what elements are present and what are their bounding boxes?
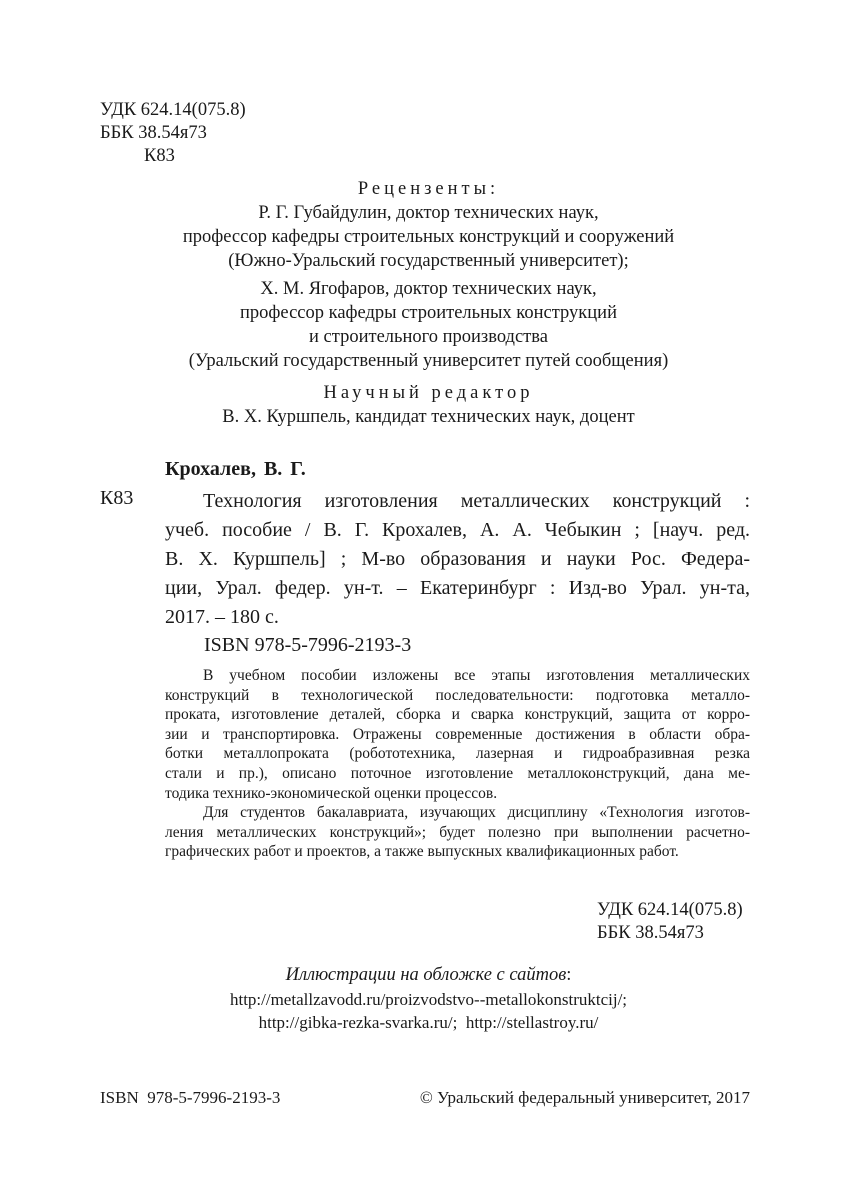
cover-illustrations-heading-colon: : bbox=[566, 965, 572, 985]
bib-line: учеб. пособие / В. Г. Крохалев, А. А. Чебыкин ; [науч. ред. bbox=[165, 519, 750, 541]
annotation-line: Для студентов бакалавриата, изучающих дисциплину «Технология изготов- bbox=[203, 804, 750, 822]
bib-description bbox=[165, 487, 750, 632]
annotation-line: стали и пр.), описано поточное изготовление металлоконструкций, дана ме- bbox=[165, 764, 750, 782]
editor-heading: Научный редактор bbox=[323, 383, 534, 403]
bib-isbn: ISBN 978-5-7996-2193-3 bbox=[204, 634, 412, 656]
reviewer-1-position: профессор кафедры строительных конструкций и сооружений bbox=[182, 227, 675, 247]
bib-author: Крохалев, В. Г. bbox=[165, 458, 306, 480]
bib-line: ции, Урал. федер. ун-т. – Екатеринбург : Изд-во Урал. ун-та, bbox=[165, 577, 750, 599]
annotation bbox=[165, 666, 750, 862]
editor-line: В. Х. Куршпель, кандидат технических наук, доцент bbox=[222, 407, 635, 427]
annotation-line: проката, изготовление деталей, сборка и сварка конструкций, защита от корро- bbox=[165, 706, 750, 724]
cover-illustrations-heading-text: Иллюстрации на обложке с сайтов bbox=[285, 965, 567, 985]
cover-url-2[interactable]: http://gibka-rezka-svarka.ru/; http://stellastroy.ru/ bbox=[258, 1013, 599, 1032]
reviewer-2-name: Х. М. Ягофаров, доктор технических наук, bbox=[260, 279, 597, 299]
bib-code: К83 bbox=[100, 487, 134, 509]
annotation-line: тодика технико-экономической оценки процессов. bbox=[165, 784, 498, 802]
bib-line: В. Х. Куршпель] ; М-во образования и науки Рос. Федера- bbox=[165, 548, 750, 570]
header-udk: УДК 624.14(075.8) bbox=[100, 100, 246, 120]
annotation-line: графических работ и проектов, а также выпускных квалификационных работ. bbox=[165, 843, 679, 861]
reviewers-heading: Рецензенты: bbox=[357, 179, 500, 199]
reviewer-2-affiliation: (Уральский государственный университет путей сообщения) bbox=[188, 351, 669, 371]
footer-isbn: ISBN 978-5-7996-2193-3 bbox=[100, 1088, 281, 1107]
classification-udk: УДК 624.14(075.8) bbox=[597, 900, 743, 920]
annotation-line: ления металлических конструкций»; будет полезно при выполнении расчетно- bbox=[165, 823, 750, 841]
header-bbk: ББК 38.54я73 bbox=[100, 123, 207, 143]
classification-bbk: ББК 38.54я73 bbox=[597, 923, 704, 943]
cover-url-1[interactable]: http://metallzavodd.ru/proizvodstvo--metallokonstruktcij/; bbox=[229, 990, 628, 1009]
cover-illustrations-heading bbox=[0, 965, 857, 986]
header-author-code: К83 bbox=[144, 146, 175, 166]
reviewer-2-position: профессор кафедры строительных конструкций bbox=[240, 303, 617, 323]
reviewer-1-affiliation: (Южно-Уральский государственный университет); bbox=[228, 251, 629, 271]
footer-copyright: © Уральский федеральный университет, 2017 bbox=[419, 1088, 750, 1107]
annotation-line: ботки металлопроката (робототехника, лазерная и гидроабразивная резка bbox=[165, 745, 750, 763]
annotation-line: конструкций в технологической последовательности: подготовка металло- bbox=[165, 686, 750, 704]
bib-line: 2017. – 180 с. bbox=[165, 606, 279, 628]
annotation-line: В учебном пособии изложены все этапы изготовления металлических bbox=[203, 667, 750, 684]
reviewer-1-name: Р. Г. Губайдулин, доктор технических наук, bbox=[258, 203, 599, 223]
bib-line: Технология изготовления металлических конструкций : bbox=[203, 490, 750, 512]
reviewer-2-position-cont: и строительного производства bbox=[309, 327, 548, 347]
annotation-line: зии и транспортировка. Отражены современные достижения в области обра- bbox=[165, 725, 750, 743]
